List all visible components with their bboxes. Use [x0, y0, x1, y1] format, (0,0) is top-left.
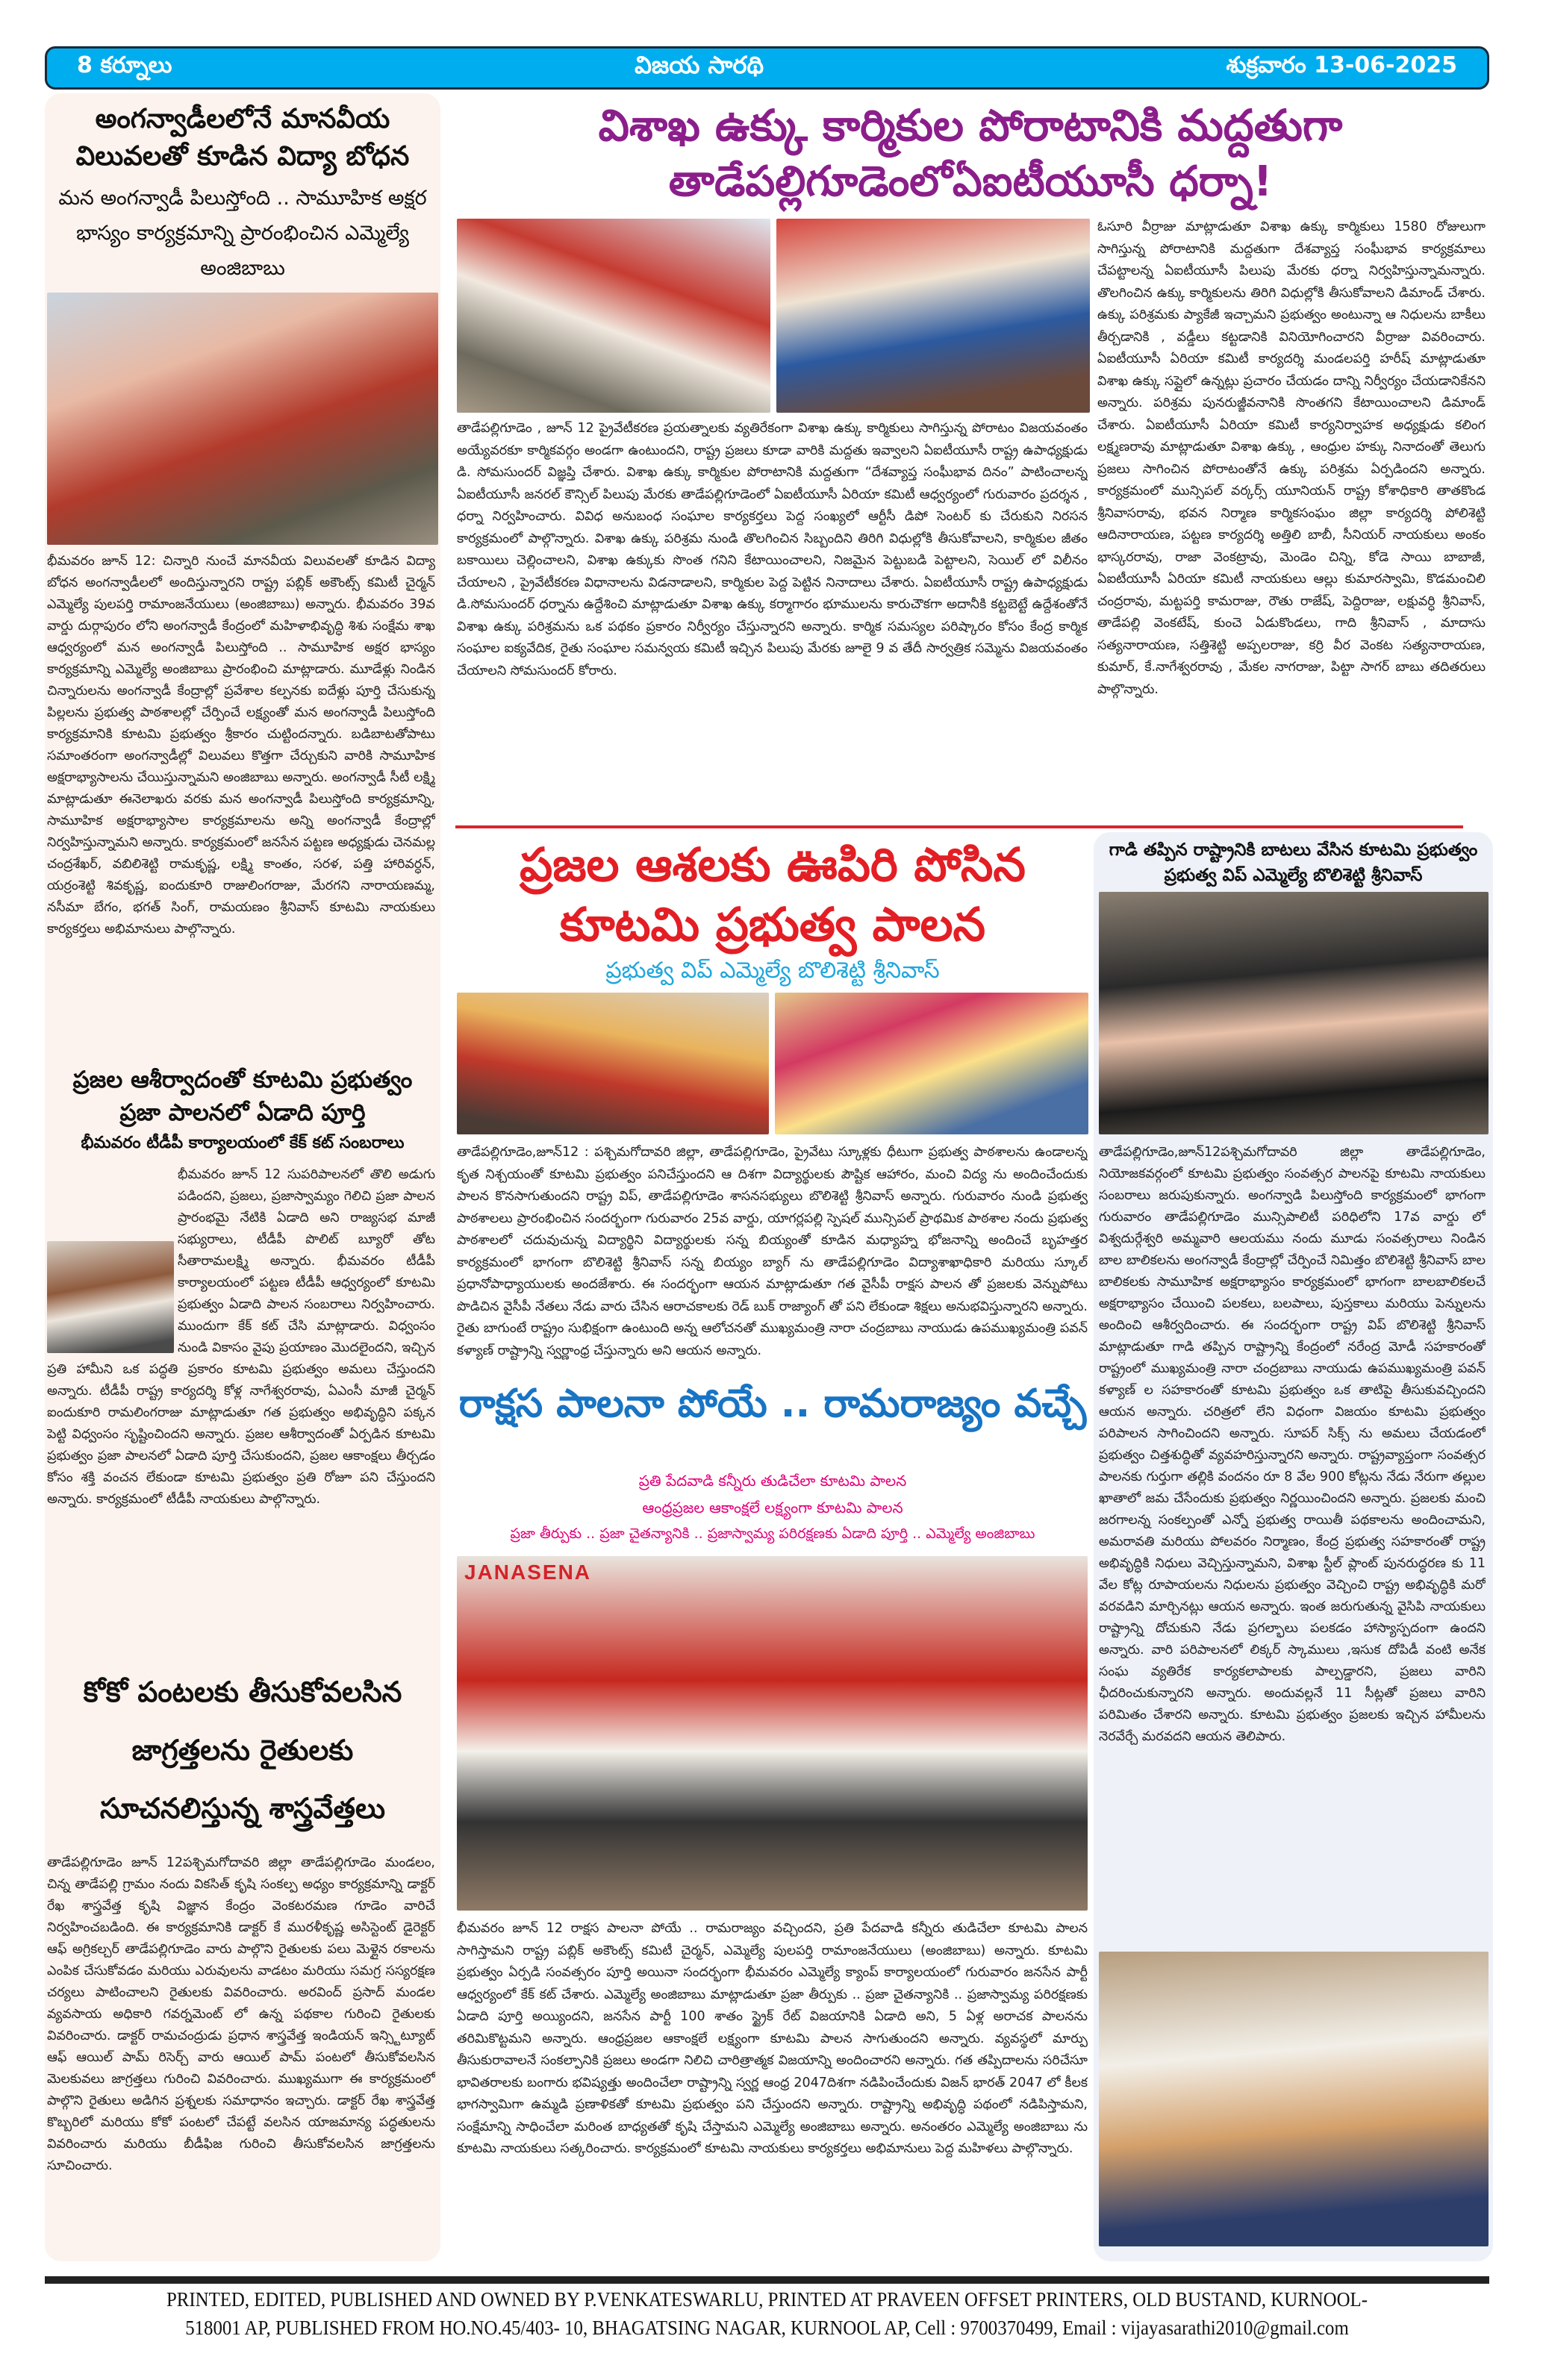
derailed-state-headline: గాడి తప్పిన రాష్ట్రానికి బాటలు వేసిన కూటమి ప్రభుత్వం ప్రభుత్వ విప్ ఎమ్మెల్యే బొలిశెట్టి శ్రీనివాస్ [1109, 840, 1478, 885]
vizag-steel-headline-1: విశాఖ ఉక్కు కార్మికుల పోరాటానికి మద్దతుగా [598, 100, 1343, 151]
anganwadi-headline: అంగన్వాడీలలోనే మానవీయ విలువలతో కూడిన విద్యా బోధన [75, 104, 410, 172]
aituc-rally-photo-1 [457, 219, 770, 413]
school-students-photo-2 [775, 993, 1088, 1134]
anganwadi-body: భీమవరం జూన్ 12: చిన్నారి నుంచే మానవీయ విలువలతో కూడిన విద్యా బోధన అంగన్వాడీలలో అందిస్తున్నారని రాష్ట్ర పబ్లిక్ అకౌంట్స్ కమిటీ చైర్మన్ ఎమ్మెల్యే పులపర్తి రామాంజనేయులు (అంజిబాబు) అన్నారు. భీమవరం 39వ వార్డు దుర్గాపురం లోని అంగన్వాడీ కేంద్రంలో మహిళాభివృద్ధి శిశు సంక్షేమ శాఖ ఆధ్వర్యంలో మన అంగన్వాడీ పిలుస్తోంది .. సామూహిక అక్షర భాస్యం కార్యక్రమాన్ని ఎమ్మెల్యే అంజిబాబు ప్రారంభించి మాట్లాడారు. మూడేళ్లు నిండిన చిన్నారులను అంగన్వాడీ కేంద్రాల్లో ప్రవేశాల కల్పనకు ఐదేళ్లు పూర్తి చేసుకున్న పిల్లలను ప్రభుత్వ పాఠశాలల్లో చేర్పించే లక్ష్యంతో మన అంగన్వాడీ పిలుస్తోంది కార్యక్రమానికి కూటమి ప్రభుత్వం శ్రీకారం చుట్టిందన్నారు. బడిబాటతోపాటు సమాంతరంగా అంగన్వాడీల్లో విలువలు కొత్తగా చేర్చుకుని వారికి సామూహిక అక్షరాభ్యాసాలను చేయిస్తున్నామని అంజిబాబు అన్నారు. అంగన్వాడీ సీటీ లక్ష్మి మాట్లాడుతూ ఈనెలాఖరు వరకు మన అంగన్వాడీ పిలుస్తోంది కార్యక్రమాన్ని, సామూహిక అక్షరాభ్యాసాల కార్యక్రమాలను అన్ని అంగన్వాడీ కేంద్రాల్లో నిర్వహిస్తున్నామని అన్నారు. కార్యక్రమంలో జనసేన పట్టణ అధ్యక్షుడు చెనమల్ల చంద్రశేఖర్, వబిలిశెట్టి రామకృష్ణ, లక్ష్మి కాంతం, సరళ, పత్తి హారివర్ధన్, యర్రంశెట్టి శివకృష్ణ, ఐందుకూరి రాజులింగరాజు, మేరగని నారాయణమ్మ, నసీమా బేగం, భగత్ సింగ్, రామయణం శ్రీనివాస్ కూటమి నాయకులు కార్యకర్తలు అభిమానులు పాల్గొన్నారు. [47, 554, 435, 937]
anganwadi-event-photo [1099, 1952, 1489, 2246]
derailed-state-body: తాడేపల్లిగూడెం,జూన్12పశ్చిమగోదావరి జిల్లా తాడేపల్లిగూడెం, నియోజకవర్గంలో కూటమి ప్రభుత్వం సంవత్సర పాలనపై కూటమి నాయకులు సంబరాలు జరుపుకున్నారు. అంగన్వాడి పిలుస్తోంది కార్యక్రమంలో భాగంగా గురువారం తాడేపల్లిగూడెం మున్సిపాలిటీ పరిధిలోని 17వ వార్డు లో విశ్వదుర్గేశ్వరి అమ్మవారి ఆలయము నందు మూడు సంవత్సరాలు నిండిన బాల బాలికలను అంగన్వాడీ కేంద్రాల్లో చేర్పించే నిమిత్తం బొలిశెట్టి శ్రీనివాస్ బాల బాలికలకు సామూహిక అక్షరాభ్యాసం కార్యక్రమంలో భాగంగా బాలబాలికలచే అక్షరాభ్యాసం చేయించి పలకలు, బలపాలు, పుస్తకాలు మరియు పెన్నులను అందించి ఆశీర్వదించారు. ఈ సందర్భంగా రాష్ట్ర విప్ బొలిశెట్టి శ్రీనివాస్ మాట్లాడుతూ గాడి తప్పిన రాష్ట్రాన్ని కేంద్రంలో నరేంద్ర మోడీ సహకారంతో రాష్ట్రంలో ముఖ్యమంత్రి నారా చంద్రబాబు నాయుడు ఉపముఖ్యమంత్రి పవన్ కళ్యాణ్ ల సహకారంతో కూటమి ప్రభుత్వం ఒక తాటిపై తీసుకువచ్చిందని ఆయన అన్నారు. చరిత్రలో లేని విధంగా విజయం కూటమి ప్రభుత్వం పరిపాలన సాగించిందని అన్నారు. సూపర్ సిక్స్ ను అమలు చేయడంలో ప్రభుత్వం చిత్తశుద్ధితో వ్యవహరిస్తున్నారని అన్నారు. రాష్ట్రవ్యాప్తంగా సంవత్సర పాలనకు గుర్తుగా తల్లికి వందనం రూ 8 వేల 900 కోట్లను నేడు నేరుగా తల్లుల ఖాతాలో జమ చేసేందుకు ప్రభుత్వం నిర్ణయించిందని అన్నారు. ప్రజలకు మంచి జరగాలన్న సంకల్పంతో ఎన్నో ప్రభుత్వ రాయితీ పథకాలను అందించామని, అమరావతి మరియు పోలవరం నిర్మాణం, కేంద్ర ప్రభుత్వ సహకారంతో రాష్ట్ర అభివృద్ధికి నిధులు వెచ్చిస్తున్నామని, విశాఖ స్టీల్ ప్లాంట్ పునరుద్ధరణ కు 11 వేల కోట్ల రూపాయలను నిధులను ప్రభుత్వం వెచ్చించి రాష్ట్ర అభివృద్ధికి మరో వరవడిని మార్చినట్లు ఆయన అన్నారు. ఇంత జరుగుతున్న వైసిపి నాయకులు రాష్ట్రాన్ని దోచుకుని నేడు ప్రగల్భాలు పలకడం హాస్యాస్పదంగా ఉందని అన్నారు. వారి పరిపాలనలో లిక్కర్ స్కాములు ,ఇసుక దోపిడీ వంటి అనేక సంఘ వ్యతిరేక కార్యకలాపాలకు పాల్పడ్డారని, ప్రజలు వారిని ఛీదరించుకున్నారని అన్నారు. అందువల్లనే 11 సీట్లతో ప్రజలు వారిని పరిమితం చేశారని అన్నారు. కూటమి ప్రభుత్వం ప్రజలకు ఇచ్చిన హామీలను నెరవేర్చే మరవదని ఆయన తెలిపారు. [1099, 1145, 1486, 1744]
cocoa-headline: కోకో పంటలకు తీసుకోవలసిన జాగ్రత్తలను రైతులకు సూచనలిస్తున్న శాస్త్రవేత్తలు [83, 1675, 402, 1825]
people-hopes-body: తాడేపల్లిగూడెం,జూన్12 : పశ్చిమగోదావరి జిల్లా, తాడేపల్లిగూడెం, ప్రైవేటు స్కూళ్లకు ధీటుగా ప్రభుత్వ పాఠశాలను ఉండాలన్న కృత నిశ్చయంతో కూటమి ప్రభుత్వం పనిచేస్తుందని ఆ దిశగా విద్యార్థులకు పౌష్టిక ఆహారం, మంచి విద్య ను అందించేందుకు పాలన కొనసాగుతుందని రాష్ట్ర విప్, తాడేపల్లిగూడెం శాసనసభ్యులు బొలిశెట్టి శ్రీనివాస్ అన్నారు. గురువారం నుండి ప్రభుత్వ పాఠశాలలు ప్రారంభించిన సందర్భంగా గురువారం 25వ వార్డు, యాగర్లపల్లి స్పెషల్ మున్సిపల్ ప్రాథమిక పాఠశాల నందు ప్రభుత్వ పాఠశాలలో చదువుచున్న విద్యార్థిని విద్యార్థులకు సన్న బియ్యంతో కూడిన మధ్యాహ్న భోజనాన్ని అందించే బృహత్తర కార్యక్రమంలో భాగంగా బొలిశెట్టి శ్రీనివాస్ సన్న బియ్యం బ్యాగ్ ను తాడేపల్లిగూడెం విద్యాశాఖాధికారి మరియు స్కూల్ ప్రధానోపాధ్యాయులకు అందజేశారు. ఈ సందర్భంగా ఆయన మాట్లాడుతూ గత వైసీపీ రాక్షస పాలన తో ప్రజలకు వెన్నుపోటు పొడిచిన వైసీపీ నేతలు నేడు వారు చేసిన ఆరాచకాలకు రెడ్ బుక్ రాజ్యాంగ్ తో పని లేకుండా శిక్షలు అనుభవిస్తున్నారని అన్నారు. రైతు బాగుంటే రాష్ట్రం సుభిక్షంగా ఉంటుంది అన్న ఆలోచనతో ముఖ్యమంత్రి నారా చంద్రబాబు నాయుడు ఉపముఖ్యమంత్రి పవన్ కళ్యాణ్ రాష్ట్రాన్ని స్వర్ణాంధ్ర చేస్తున్నారు అని ఆయన అన్నారు. [457, 1145, 1088, 1358]
footer-rule [45, 2276, 1489, 2284]
masthead-bar [45, 46, 1489, 90]
people-hopes-subhead: ప్రభుత్వ విప్ ఎమ్మెల్యే బొలిశెట్టి శ్రీనివాస్ [605, 958, 940, 984]
vizag-steel-body: తాడేపల్లిగూడెం , జూన్ 12 ప్రైవేటీకరణ ప్రయత్నాలకు వ్యతిరేకంగా విశాఖ ఉక్కు కార్మికులు సాగిస్తున్న పోరాటం విజయవంతం అయ్యేవరకూ కార్మికవర్గం అండగా ఉంటుందని, రాష్ట్ర ప్రజలు కూడా వారికి మద్దతు ఇవ్వాలని ఏఐటీయూసీ రాష్ట్ర ఉపాధ్యక్షుడు డి. సోమసుందర్ విజ్ఞప్తి చేశారు. విశాఖ ఉక్కు కార్మికుల పోరాటానికి మద్దతుగా “దేశవ్యాప్త సంఘీభావ దినం” పాటించాలన్న ఏఐటీయూసీ జనరల్ కౌన్సిల్ పిలుపు మేరకు తాడేపల్లిగూడెంలో ఏఐటీయూసీ ఏరియా కమిటీ ఆధ్వర్యంలో గురువారం ప్రదర్శన , ధర్నా నిర్వహించారు. వివిధ అనుబంధ సంఘాల కార్యకర్తలు పెద్ద సంఖ్యలో ఆర్టీసీ డిపో సెంటర్ కు చేరుకుని నిరసన కార్యక్రమంలో పాల్గొన్నారు. విశాఖ ఉక్కు పరిశ్రమ నుండి తొలగించిన సిబ్బందిని తిరిగి విధుల్లోకి తీసుకోవాలని, కార్మికుల జీతం బకాయిలు చెల్లించాలని, విశాఖ ఉక్కుకు సొంత గనిని కేటాయించాలని, నిజమైన పెట్టుబడి పెట్టాలని, సెయిల్ లో విలీనం చేయాలని , ప్రైవేటీకరణ విధానాలను విడనాడాలని, కార్మికుల పెద్ద పెట్టిన నినాదాలు చేశారు. ఏఐటీయూసీ రాష్ట్ర ఉపాధ్యక్షుడు డి.సోమసుందర్ ధర్నాను ఉద్దేశించి మాట్లాడుతూ విశాఖ ఉక్కు కర్మాగారం భూములను కారుచౌకగా అదానీకి కట్టబెట్టే ఉద్దేశంతోనే విశాఖ ఉక్కు పరిశ్రమను ఒక పథకం ప్రకారం నిర్వీర్యం చేస్తున్నారని అన్నారు. కార్మిక సమస్యల పరిష్కారం కోసం కేంద్ర కార్మిక సంఘాల ఐక్యవేదిక, రైతు సంఘాల సమన్వయ కమిటీ ఇచ్చిన పిలుపు మేరకు జూలై 9 వ తేదీ సార్వత్రిక సమ్మెను విజయవంతం చేయాలని సోమసుందర్ కోరారు. [457, 421, 1088, 678]
cocoa-body: తాడేపల్లిగూడెం జూన్ 12పశ్చిమగోదావరి జిల్లా తాడేపల్లిగూడెం మండలం, చిన్న తాడేపల్లి గ్రామం నందు వికసిత్ కృషి సంకల్ప అధ్యం కార్యక్రమాన్ని డాక్టర్ రేఖ శాస్త్రవేత్త కృషి విజ్ఞాన కేంద్రం వెంకటరమణ గూడెం వారిచే నిర్వహించబడింది. ఈ కార్యక్రమానికి డాక్టర్ కే మురళీకృష్ణ అసిస్టెంట్ డైరెక్టర్ ఆఫ్ అగ్రికల్చర్ తాడేపల్లిగూడెం వారు పాల్గొని రైతులకు పలు మెళ్లైన రకాలను ఎంపిక చేసుకోవడం మరియు ఎరువులను వాడటం మరియు సమగ్ర సస్యరక్షణ చర్యలు పాటించాలని రైతులకు వివరించారు. అరవింద్ ప్రసాద్ మండల వ్యవసాయ అధికారి గవర్నమెంట్ లో ఉన్న పథకాల గురించి రైతులకు వివరించారు. డాక్టర్ రామచంద్రుడు ప్రధాన శాస్త్రవేత్త ఇండియన్ ఇన్స్టిట్యూట్ ఆఫ్ ఆయిల్ పామ్ రిసెర్చ్ వారు ఆయిల్ పామ్ పంటలో తీసుకోవలసిన మెలకువలు జాగ్రత్తలు గురించి వివరించారు. ముఖ్యముగా ఈ కార్యక్రమంలో పాల్గొని రైతులు అడిగిన ప్రశ్నలకు సమాధానం ఇచ్చారు. డాక్టర్ రేఖ శాస్త్రవేత్త కొబ్బరిలో మరియు కోకో పంటలో చేపట్టే వలసిన యాజమాన్య పద్ధతులను వివరించారు మరియు బీడీఫిజ గురించి తీసుకోవలసిన జాగ్రత్తలను సూచించారు. [47, 1855, 435, 2173]
newspaper-name: విజయ సారథి [635, 51, 764, 79]
vizag-steel-headline-2: తాడేపల్లిగూడెంలోఏఐటీయూసీ ధర్నా! [668, 157, 1273, 206]
imprint-footer [102, 2285, 1431, 2342]
photo-wrap-spacer [47, 1239, 178, 1351]
page-section-label: 8 కర్నూలు [77, 52, 172, 78]
issue-date: శుక్రవారం 13-06-2025 [1226, 52, 1457, 78]
vizag-steel-body-right: ఓసూరి వీర్రాజు మాట్లాడుతూ విశాఖ ఉక్కు కార్మికులు 1580 రోజులుగా సాగిస్తున్న పోరాటానికి మద్దతుగా దేశవ్యాప్త సంఘీభావ కార్యక్రమాలు చేపట్టాలన్న ఏఐటీయూసీ పిలుపు మేరకు ధర్నా నిర్వహిస్తున్నామన్నారు. తొలగించిన ఉక్కు కార్మికులను తిరిగి విధుల్లోకి తీసుకోవాలని డిమాండ్ చేశారు. ఉక్కు పరిశ్రమకు ప్యాకేజీ ఇచ్చామని ప్రభుత్వం అంటున్నా ఆ నిధులను బాకీలు తీర్చడానికి , వడ్డీలు కట్టడానికి వినియోగించారని వీర్రాజు వివరించారు. ఏఐటీయూసీ ఏరియా కమిటీ కార్యదర్శి మండలపర్తి హరీష్ మాట్లాడుతూ విశాఖ ఉక్కు సప్లైలో ఉన్నట్లు ప్రచారం చేయడం దాన్ని నిర్వీర్యం చేయడానికేనని అన్నారు. పరిశ్రమ పునరుజ్జీవనానికి సొంతగని కేటాయించాలని డిమాండ్ చేశారు. ఏఐటీయూసీ ఏరియా కమిటీ కార్యనిర్వాహక అధ్యక్షుడు కలింగ లక్ష్మణరావు మాట్లాడుతూ విశాఖ ఉక్కు , ఆంధ్రుల హక్కు నినాదంతో తెలుగు ప్రజలు సాగించిన పోరాటంతోనే ఉక్కు పరిశ్రమ ఏర్పడిందని అన్నారు. కార్యక్రమంలో మున్సిపల్ వర్కర్స్ యూనియన్ రాష్ట్ర కోశాధికారి తాతకొండ శ్రీనివాసరావు, భవన నిర్మాణ కార్మికసంఘం జిల్లా కార్యదర్శి పోలిశెట్టి ఆదినారాయణ, పట్టణ కార్యదర్శి అత్తిలి బాబీ, సీనియర్ నాయకులు అంకం భాస్కరరావు, రాజా వెంకట్రావు, మెండెం చిన్ని, కోడె సాయి బాబాజీ, ఏఐటీయూసీ ఏరియా కమిటీ నాయకులు ఆల్లు కుమారస్వామి, కొడమంచిలి చంద్రరావు, మట్టపర్తి కామరాజు, రౌతు రాజేష్, పెద్దిరాజు, లక్షువర్ధి శ్రీనివాస్, తాడేపల్లి వెంకటేష్, కుంచె ఏడుకొండలు, గాది శ్రీనివాస్ , మాదాసు సత్యనారాయణ, సత్తిశెట్టి అప్పలరాజు, కర్రి వీర వెంకట సత్యనారాయణ, కుమార్, కే.నాగేశ్వరరావు , మేకల నాగరాజు, పిట్టా సాగర్ బాబు తదితరులు పాల్గొన్నారు. [1097, 219, 1486, 697]
tdp-anniversary-body-text: భీమవరం జూన్ 12 సుపరిపాలనలో తొలి అడుగు పడిందని, ప్రజలు, ప్రజాస్వామ్యం గెలిచి ప్రజా పాలన ప్రారంభమై నేటికి ఏడాది అని రాజ్యసభ మాజీ సభ్యురాలు, టీడీపీ పొలిట్ బ్యూరో తోట సీతారామలక్ష్మి అన్నారు. భీమవరం టీడీపీ కార్యాలయంలో పట్టణ టీడీపీ ఆధ్వర్యంలో కూటమి ప్రభుత్వం ఏడాది పాలన సంబరాలు నిర్వహించారు. ముందుగా కేక్ కట్ చేసి మాట్లాడారు. విధ్వంసం నుండి వికాసం వైపు ప్రయాణం మొదలైందని, ఇచ్చిన ప్రతి హామీని ఒక పద్ధతి ప్రకారం కూటమి ప్రభుత్వం అమలు చేస్తుందని అన్నారు. టీడీపీ రాష్ట్ర కార్యదర్శి కోళ్ల నాగేశ్వరరావు, ఏఎంసీ మాజీ చైర్మన్ ఐందుకూరి రామలింగరాజు మాట్లాడుతూ గత ప్రభుత్వం అభివృద్ధిని పక్కన పెట్టి విధ్వంసం సృష్టించిందని అన్నారు. ప్రజల ఆశీర్వాదంతో ఏర్పడిన కూటమి ప్రభుత్వం ప్రజా పాలనలో ఏడాది పూర్తి చేసుకుందని, ప్రజల ఆకాంక్షలు తీర్చడం కోసం శక్తి వంచన లేకుండా కూటమి ప్రభుత్వం ప్రతి రోజూ పని చేస్తుందని అన్నారు. కార్యక్రమంలో టీడీపీ నాయకులు పాల్గొన్నారు. [47, 1167, 435, 1507]
people-hopes-headline-1: ప్రజల ఆశలకు ఊపిరి పోసిన [520, 837, 1026, 892]
ramarajyam-subhead-3: ప్రజా తీర్పుకు .. ప్రజా చైతన్యానికి .. ప్రజాస్వామ్య పరిరక్షణకు ఏడాది పూర్తి .. ఎమ్మెల్యే అంజిబాబు [510, 1525, 1035, 1542]
ramarajyam-body: భీమవరం జూన్ 12 రాక్షస పాలనా పోయే .. రామరాజ్యం వచ్చిందని, ప్రతి పేదవాడి కన్నీరు తుడిచేలా కూటమి పాలన సాగిస్తామని రాష్ట్ర పబ్లిక్ అకౌంట్స్ కమిటీ చైర్మన్, ఎమ్మెల్యే పులపర్తి రామాంజనేయులు (అంజిబాబు) అన్నారు. కూటమి ప్రభుత్వం ఏర్పడి సంవత్సరం పూర్తి అయినా సందర్భంగా భీమవరం ఎమ్మెల్యే క్యాంప్ కార్యాలయంలో గురువారం జనసేన పార్టీ ఆధ్వర్యంలో కేక్ కట్ చేశారు. ఎమ్మెల్యే అంజిబాబు మాట్లాడుతూ ప్రజా తీర్పుకు .. ప్రజా చైతన్యానికి .. ప్రజాస్వామ్య పరిరక్షణకు ఏడాది పూర్తి అయ్యిందని, జనసేన పార్టీ 100 శాతం స్ట్రైక్ రేట్ విజయానికి ఏడాది అని, 5 ఏళ్ల అరాచక పాలనను తరిమికొట్టమని అన్నారు. ఆంధ్రప్రజల ఆకాంక్షలే లక్ష్యంగా కూటమి పాలన సాగుతుందని అన్నారు. వ్యవస్థలో మార్పు తీసుకురావాలనే సంకల్పానికి ప్రజలు అండగా నిలిచి చారిత్రాత్మక విజయాన్ని అందించారని అన్నారు. గత తప్పిదాలను సరిచేసూ భావితరాలకు బంగారు భవిష్యత్తు అందించేలా రాష్ట్రాన్ని స్వర్ణ ఆంధ్ర 2047దిశగా నడిపించేందుకు విజన్ భారత్ 2047 లో కీలక భాగస్వామిగా ఉమ్మడి ప్రణాళికతో కూటమి ప్రభుత్వం పని చేస్తుందని అన్నారు. రాష్ట్రాన్ని అభివృద్ధి పథంలో నడిపిస్తామని, సంక్షేమాన్ని సాధించేలా మరింత బాధ్యతతో కృషి చేస్తామని ఎమ్మెల్యే అంజిబాబు అన్నారు. అనంతరం ఎమ్మెల్యే అంజిబాబు ను కూటమి నాయకులు సత్కరించారు. కార్యక్రమంలో కూటమి నాయకులు కార్యకర్తలు అభిమానులు పెద్ద మహిళలు పాల్గొన్నారు. [457, 1921, 1088, 2156]
tdp-anniversary-headline: ప్రజల ఆశీర్వాదంతో కూటమి ప్రభుత్వం ప్రజా పాలనలో ఏడాది పూర్తి [72, 1066, 413, 1126]
cake-cutting-photo [457, 1556, 1088, 1911]
ramarajyam-subhead-2: ఆంధ్రప్రజల ఆకాంక్షలే లక్ష్యంగా కూటమి పాలన [642, 1499, 903, 1517]
people-hopes-headline-2: కూటమి ప్రభుత్వ పాలన [559, 897, 986, 952]
imprint-line-2: 518001 AP, PUBLISHED FROM HO.NO.45/403- 10, BHAGATSING NAGAR, KURNOOL AP, Cell : 9700370499, Email : vijayasarathi2010@gmail.com [185, 2317, 1349, 2339]
graduation-kids-photo [1099, 892, 1489, 1134]
school-event-photo-1 [457, 993, 769, 1134]
anganwadi-subhead: మన అంగన్వాడీ పిలుస్తోంది .. సామూహిక అక్షర భాస్యం కార్యక్రమాన్ని ప్రారంభించిన ఎమ్మెల్యే అంజిబాబు [58, 187, 427, 280]
imprint-line-1: PRINTED, EDITED, PUBLISHED AND OWNED BY P.VENKATESWARLU, PRINTED AT PRAVEEN OFFSET PRINTERS, OLD BUSTAND, KURNOOL- [166, 2288, 1368, 2311]
tdp-anniversary-subhead: భీమవరం టీడీపీ కార్యాలయంలో కేక్ కట్ సంబరాలు [81, 1134, 405, 1152]
section-divider [455, 825, 1463, 828]
ramarajyam-headline: రాక్షస పాలనా పోయే .. రామరాజ్యం వచ్చే [458, 1381, 1087, 1426]
aituc-rally-photo-2 [776, 219, 1090, 413]
anganwadi-photo [47, 293, 438, 545]
janasena-banner-text: JANASENA [464, 1561, 592, 1584]
tdp-anniversary-body [47, 1164, 435, 1634]
ramarajyam-subhead-1: ప్రతి పేదవాడి కన్నీరు తుడిచేలా కూటమి పాలన [638, 1472, 907, 1490]
